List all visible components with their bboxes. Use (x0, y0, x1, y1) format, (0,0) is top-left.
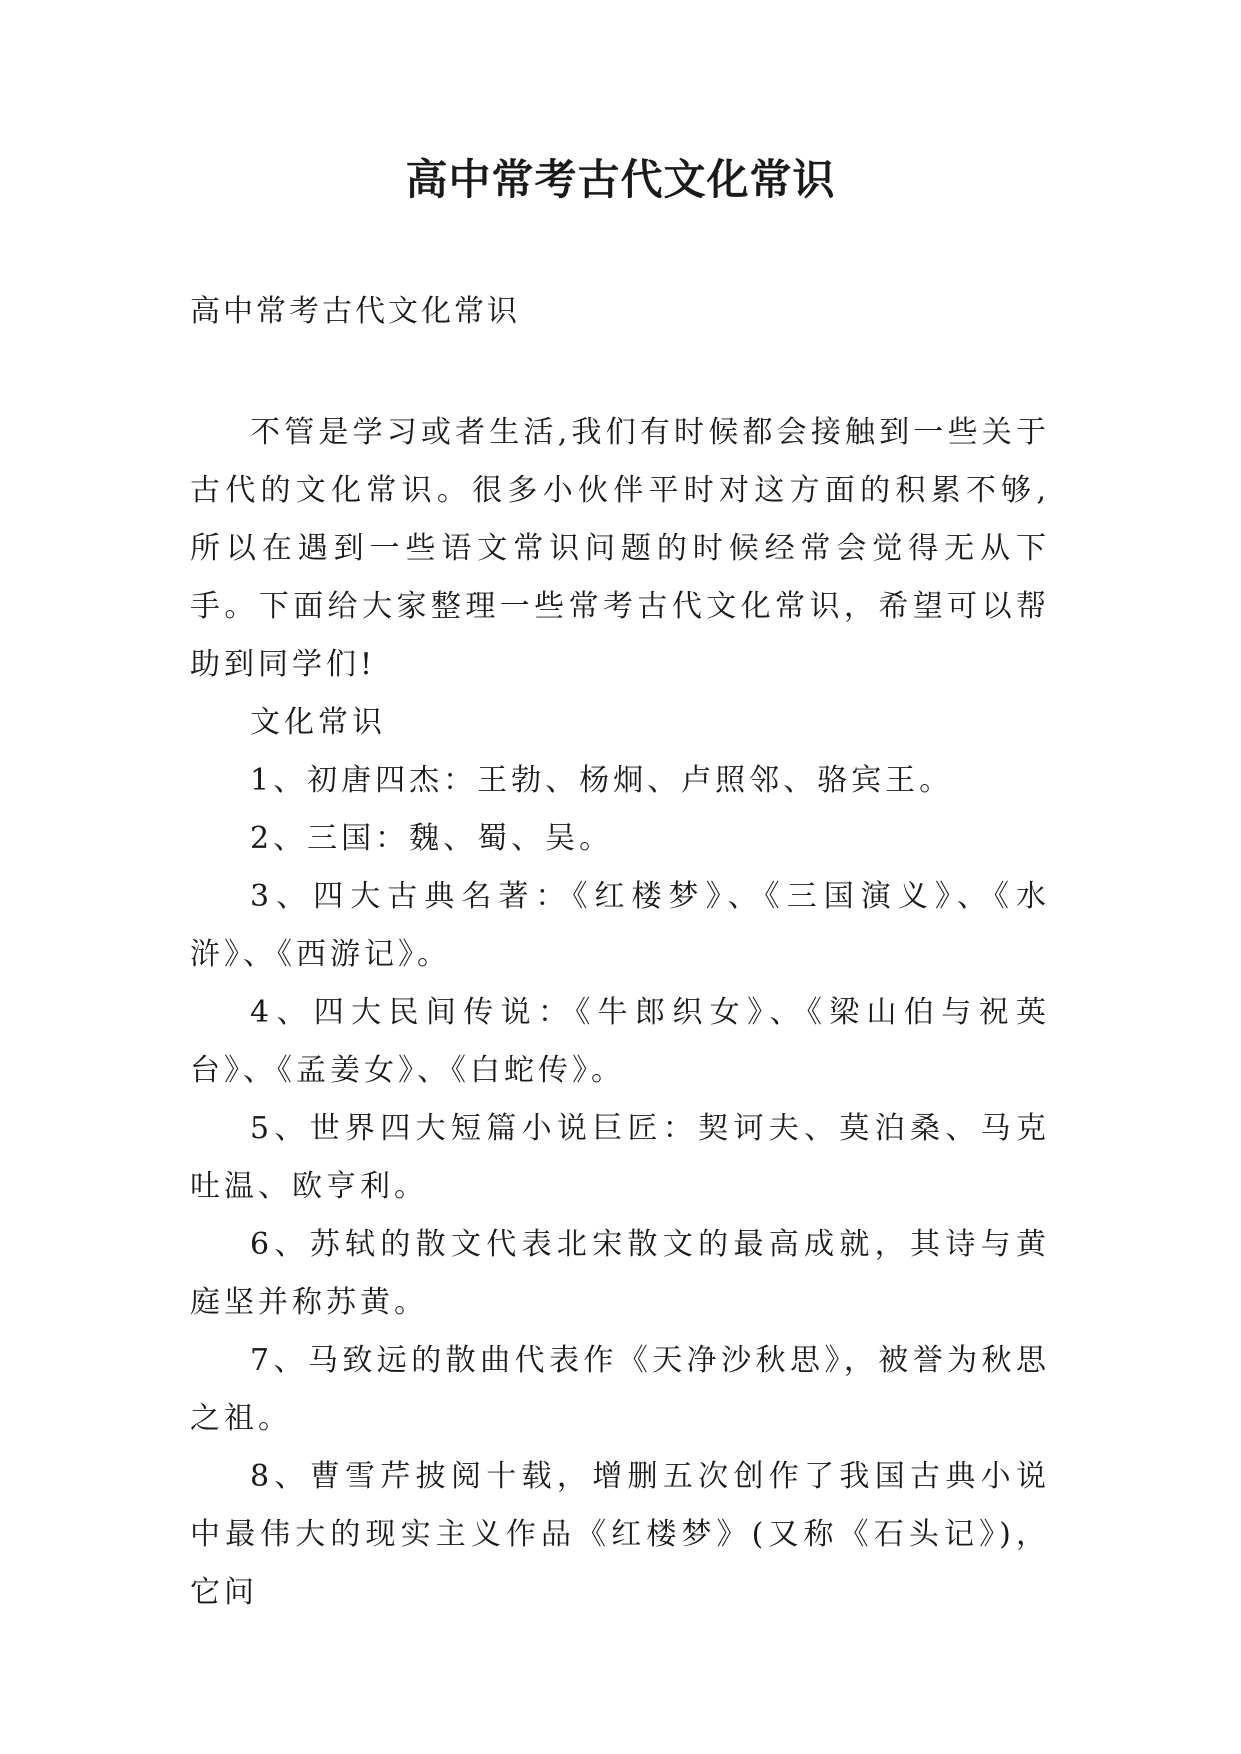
document-body (190, 404, 1050, 1622)
list-item: 4、四大民间传说：《牛郎织女》、《梁山伯与祝英台》、《孟姜女》、《白蛇传》。 (190, 995, 1050, 1088)
list-item: 8、曹雪芹披阅十载，增删五次创作了我国古典小说中最伟大的现实主义作品《红楼梦》(又称《石头记》)，它问 (190, 1459, 1050, 1610)
document-title: 高中常考古代文化常识 (405, 155, 836, 204)
list-item: 7、马致远的散曲代表作《天净沙秋思》，被誉为秋思之祖。 (190, 1343, 1050, 1436)
intro-paragraph: 不管是学习或者生活,我们有时候都会接触到一些关于古代的文化常识。很多小伙伴平时对这方面的积累不够,所以在遇到一些语文常识问题的时候经常会觉得无从下手。下面给大家整理一些常考古代文化常识，希望可以帮助到同学们! (190, 415, 1050, 682)
list-item: 5、世界四大短篇小说巨匠：契诃夫、莫泊桑、马克吐温、欧亨利。 (190, 1111, 1050, 1204)
list-item: 6、苏轼的散文代表北宋散文的最高成就，其诗与黄庭坚并称苏黄。 (190, 1227, 1050, 1320)
list-item: 3、四大古典名著：《红楼梦》、《三国演义》、《水浒》、《西游记》。 (190, 879, 1050, 972)
list-item: 2、三国：魏、蜀、吴。 (250, 821, 614, 856)
section-heading: 文化常识 (250, 705, 386, 740)
list-item: 1、初唐四杰：王勃、杨炯、卢照邻、骆宾王。 (250, 763, 954, 798)
document-subtitle: 高中常考古代文化常识 (190, 294, 520, 329)
